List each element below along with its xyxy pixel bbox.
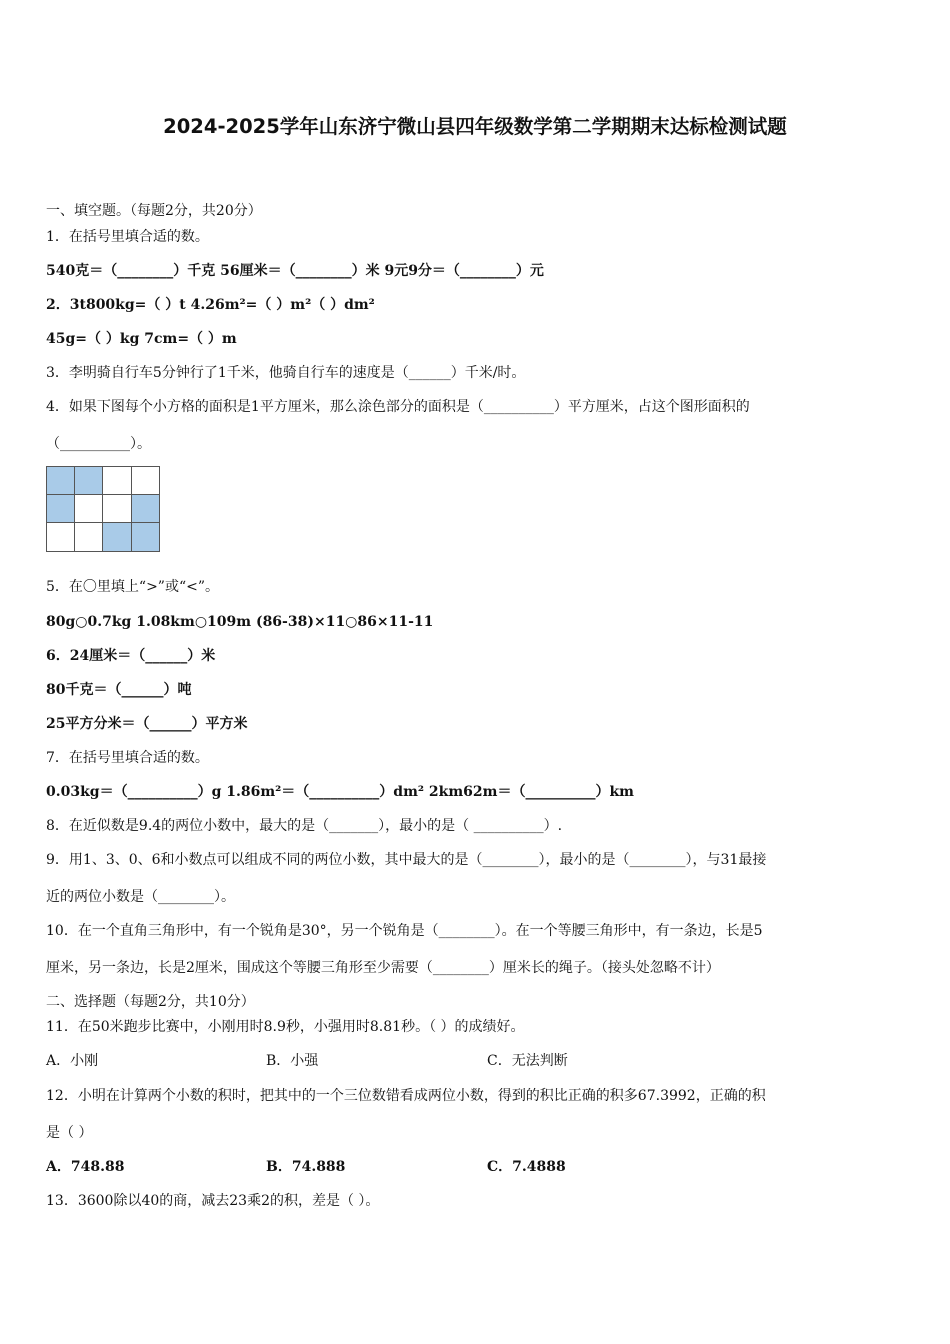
grid-cell — [132, 495, 161, 524]
question-10-line-1: 10．在一个直角三角形中，有一个锐角是30°，另一个锐角是（________）。在一个等腰三角形中，有一条边，长是5 — [46, 923, 763, 939]
grid-cell — [75, 495, 104, 524]
grid-cell — [75, 466, 104, 495]
question-4-line-1: 4．如果下图每个小方格的面积是1平方厘米，那么涂色部分的面积是（__________）平方厘米，占这个图形面积的 — [46, 399, 750, 415]
grid-cell — [103, 523, 132, 552]
grid-cell — [46, 495, 75, 524]
question-9-line-1: 9．用1、3、0、6和小数点可以组成不同的两位小数，其中最大的是（________），最小的是（________），与31最接 — [46, 852, 767, 868]
section-2-heading: 二、选择题（每题2分，共10分） — [46, 994, 255, 1010]
question-7-line: 0.03kg＝（__________）g 1.86m²＝（__________）dm² 2km62m＝（__________）km — [46, 784, 634, 800]
question-1-stem: 1．在括号里填合适的数。 — [46, 229, 209, 245]
question-11-option-a[interactable]: A．小刚 — [46, 1053, 99, 1069]
shaded-grid-figure — [46, 466, 160, 552]
grid-cell — [103, 495, 132, 524]
question-8: 8．在近似数是9.4的两位小数中，最大的是（_______），最小的是（ __________）. — [46, 818, 563, 834]
question-11-option-c[interactable]: C．无法判断 — [487, 1053, 568, 1069]
grid-cell — [46, 523, 75, 552]
question-4-line-2: （__________）。 — [46, 436, 151, 452]
question-6-line-2: 80千克＝（______）吨 — [46, 682, 192, 698]
question-12-option-a[interactable]: A．748.88 — [46, 1159, 125, 1175]
document-title: 2024-2025学年山东济宁微山县四年级数学第二学期期末达标检测试题 — [163, 115, 787, 138]
grid-cell — [75, 523, 104, 552]
question-9-line-2: 近的两位小数是（________）。 — [46, 889, 235, 905]
question-6-line-3: 25平方分米＝（______）平方米 — [46, 716, 248, 732]
question-12-option-c[interactable]: C．7.4888 — [487, 1159, 566, 1175]
question-11-stem: 11．在50米跑步比赛中，小刚用时8.9秒，小强用时8.81秒。（ ）的成绩好。 — [46, 1019, 525, 1035]
question-6-line-1: 6．24厘米＝（______）米 — [46, 648, 216, 664]
question-7-stem: 7．在括号里填合适的数。 — [46, 750, 209, 766]
grid-cell — [132, 523, 161, 552]
question-12-line-1: 12．小明在计算两个小数的积时，把其中的一个三位数错看成两位小数，得到的积比正确的积多67.3992，正确的积 — [46, 1088, 766, 1104]
grid-cell — [103, 466, 132, 495]
grid-cell — [46, 466, 75, 495]
question-11-option-b[interactable]: B．小强 — [266, 1053, 319, 1069]
question-1-line: 540克＝（________）千克 56厘米＝（________）米 9元9分＝（________）元 — [46, 263, 544, 279]
question-5-stem: 5．在〇里填上“>”或“<”。 — [46, 579, 219, 595]
question-12-option-b[interactable]: B．74.888 — [266, 1159, 346, 1175]
question-3: 3．李明骑自行车5分钟行了1千米，他骑自行车的速度是（______）千米/时。 — [46, 365, 526, 381]
question-5-line: 80g○0.7kg 1.08km○109m (86-38)×11○86×11-11 — [46, 614, 434, 630]
question-2-line-2: 45g=（ ）kg 7cm=（ ）m — [46, 331, 237, 347]
section-1-heading: 一、填空题。（每题2分，共20分） — [46, 203, 262, 219]
question-12-line-2: 是（ ） — [46, 1125, 93, 1141]
question-2-line-1: 2．3t800kg=（ ）t 4.26m²=（ ）m²（ ）dm² — [46, 297, 375, 313]
question-13: 13．3600除以40的商，减去23乘2的积，差是（ ）。 — [46, 1193, 380, 1209]
question-10-line-2: 厘米，另一条边，长是2厘米，围成这个等腰三角形至少需要（________）厘米长的绳子。（接头处忽略不计） — [46, 960, 720, 976]
grid-cell — [132, 466, 161, 495]
